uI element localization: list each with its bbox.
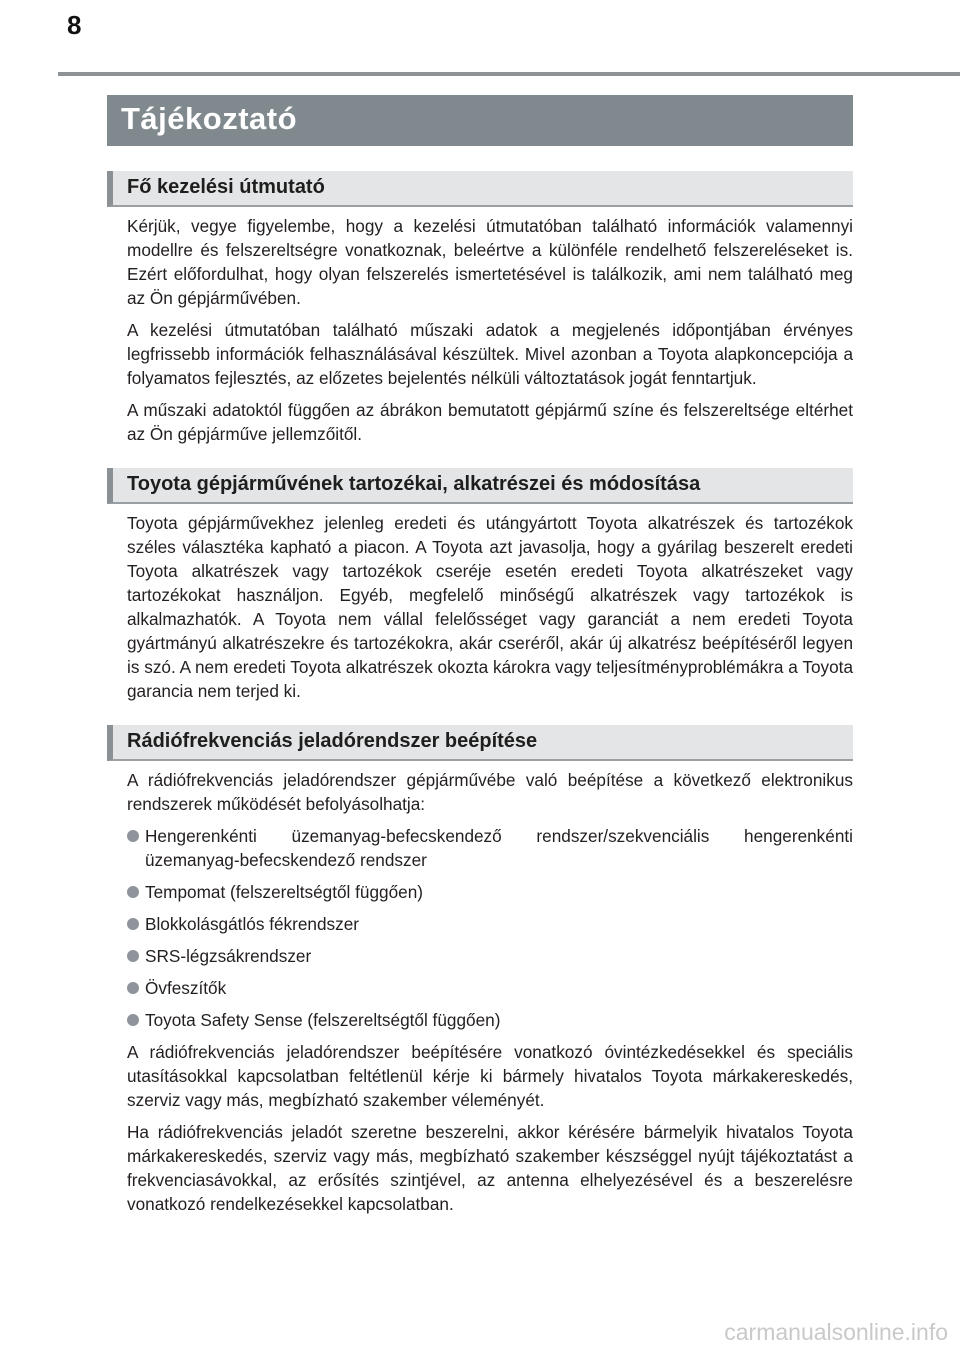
- list-item-text: Blokkolásgátlós fékrendszer: [145, 914, 359, 934]
- section-heading-main-manual: [107, 171, 853, 207]
- list-item: [127, 912, 853, 936]
- affected-systems-list: [127, 824, 853, 1032]
- list-item: [127, 944, 853, 968]
- bullet-icon: [127, 830, 139, 842]
- document-body: [107, 171, 853, 1224]
- bullet-icon: [127, 982, 139, 994]
- paragraph: A kezelési útmutatóban található műszaki adatok a megjelenés időpontjában érvényes legfrissebb információk felhasználásával készültek. Mivel azonban a Toyota alapkoncepciója a folyamatos fejlesztés, az előzetes bejelentés nélküli változtatások jogát fenntartjuk.: [127, 320, 853, 388]
- watermark-text: carmanualsonline.info: [724, 1319, 948, 1345]
- list-item-text: SRS-légzsákrendszer: [145, 946, 312, 966]
- paragraph: A rádiófrekvenciás jeladórendszer beépítésére vonatkozó óvintézkedésekkel és speciális utasításokkal kapcsolatban feltétlenül kérje ki bármely hivatalos Toyota márkakereskedés, szerviz vagy más, megbízható szakember véleményét.: [127, 1042, 853, 1110]
- list-item: [127, 1008, 853, 1032]
- bullet-icon: [127, 918, 139, 930]
- section-heading-radio-transmitter: [107, 725, 853, 761]
- bullet-icon: [127, 886, 139, 898]
- page-number: 8: [67, 10, 82, 40]
- section-heading-text: Toyota gépjárművének tartozékai, alkatrészei és módosítása: [127, 473, 701, 495]
- section-heading-text: Fő kezelési útmutató: [127, 176, 325, 198]
- paragraph: Toyota gépjárművekhez jelenleg eredeti és utángyártott Toyota alkatrészek és tartozékok széles választéka kapható a piacon. A Toyota azt javasolja, hogy a gyárilag beszerelt eredeti Toyota alkatrészek vagy tartozékok cseréje esetén eredeti Toyota alkatrészeket vagy tartozékokat használjon. Egyéb, megfelelő minőségű alkatrészek vagy tartozékok is alkalmazhatók. A Toyota nem vállal felelősséget vagy garanciát a nem eredeti Toyota gyártmányú alkatrészekre és tartozékokra, akár cseréről, akár új alkatrész beépítéséről legyen is szó. A nem eredeti Toyota alkatrészek okozta károkra vagy teljesítményproblémákra a Toyota garancia nem terjed ki.: [127, 513, 853, 701]
- paragraph: Kérjük, vegye figyelembe, hogy a kezelési útmutatóban található információk valamennyi modellre és felszereltségre vonatkoznak, beleértve a különféle rendelhető felszereléseket is. Ezért előfordulhat, hogy olyan felszerelés ismertetésével is találkozik, ami nem található meg az Ön gépjárművében.: [127, 216, 853, 308]
- header-rule: [58, 72, 960, 76]
- list-item-text: Toyota Safety Sense (felszereltségtől függően): [145, 1010, 501, 1030]
- paragraph: Ha rádiófrekvenciás jeladót szeretne beszerelni, akkor kérésére bármelyik hivatalos Toyota márkakereskedés, szerviz vagy más, megbízható szakember készséggel nyújt tájékoztatást a frekvenciasávokkal, az erősítés szintjével, az antenna elhelyezésével és a beszerelésre vonatkozó rendelkezésekkel kapcsolatban.: [127, 1122, 853, 1214]
- page-title: Tájékoztató: [121, 101, 298, 136]
- bullet-icon: [127, 950, 139, 962]
- section-heading-accessories: [107, 468, 853, 504]
- list-item: [127, 880, 853, 904]
- list-item: [127, 824, 853, 872]
- paragraph: A rádiófrekvenciás jeladórendszer gépjárművébe való beépítése a következő elektronikus rendszerek működését befolyásolhatja:: [127, 770, 853, 814]
- list-item-text: Övfeszítők: [145, 978, 227, 998]
- list-item-text: Hengerenkénti üzemanyag-befecskendező rendszer/szekvenciális hengerenkénti üzemanyag-befecskendező rendszer: [145, 826, 853, 870]
- section-heading-text: Rádiófrekvenciás jeladórendszer beépítése: [127, 730, 538, 752]
- list-item: [127, 976, 853, 1000]
- page-title-bar: [107, 95, 853, 146]
- bullet-icon: [127, 1014, 139, 1026]
- paragraph: A műszaki adatoktól függően az ábrákon bemutatott gépjármű színe és felszereltsége eltérhet az Ön gépjárműve jellemzőitől.: [127, 400, 853, 444]
- list-item-text: Tempomat (felszereltségtől függően): [145, 882, 424, 902]
